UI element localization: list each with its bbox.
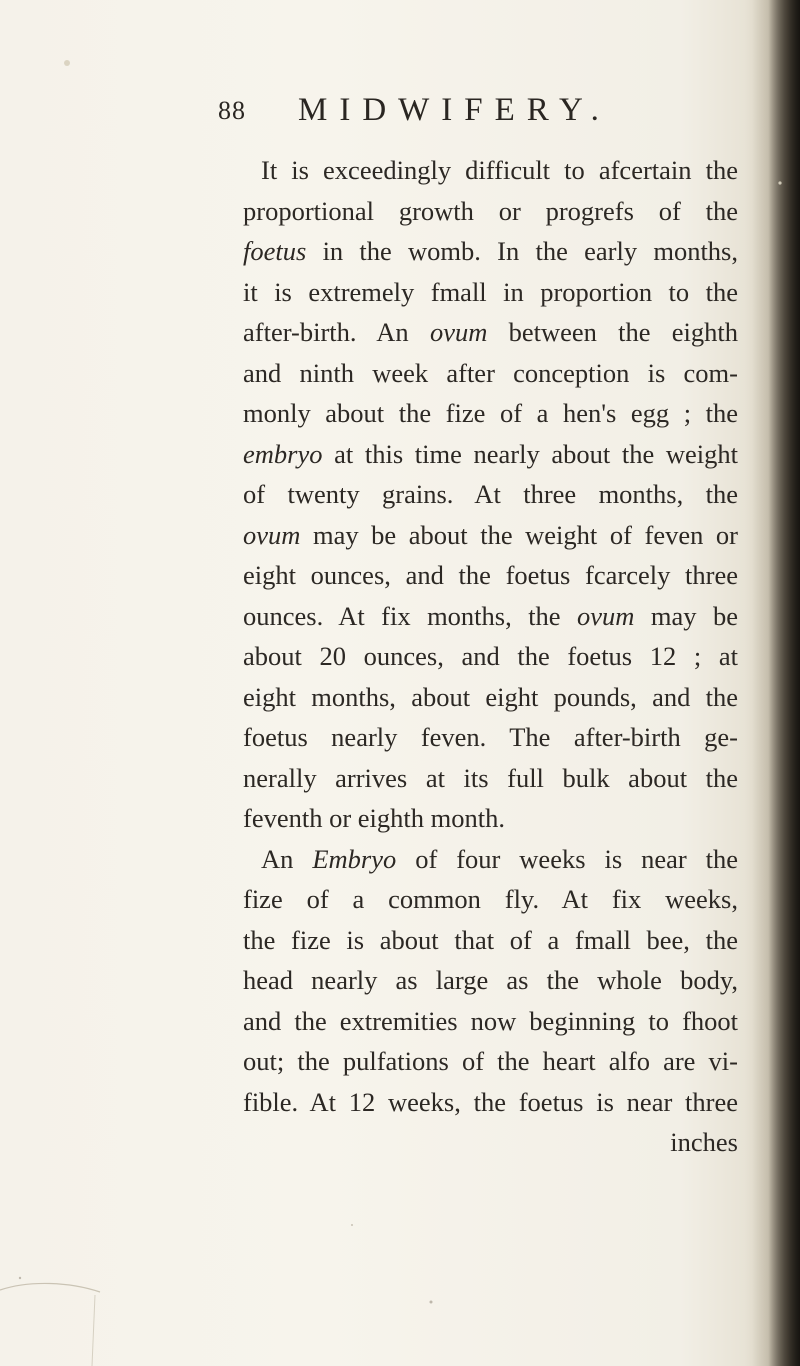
text-line: the fize is about that of a fmall bee, the xyxy=(243,924,738,955)
text-line: head nearly as large as the whole body, xyxy=(243,965,738,995)
text-fragment: in the womb. In the early months, xyxy=(306,236,738,266)
text-line: it is extremely fmall in proportion to the xyxy=(243,276,738,307)
running-title: MIDWIFERY. xyxy=(298,92,611,128)
text-fragment: may be xyxy=(634,600,738,631)
text-line: of twenty grains. At three months, the xyxy=(243,479,738,509)
text-line: monly about the fize of a hen's egg ; the xyxy=(243,398,738,428)
text-line: foetus nearly feven. The after-birth ge- xyxy=(243,722,738,752)
text-line xyxy=(243,434,738,475)
text-fragment: between the eighth xyxy=(487,317,738,347)
text-line xyxy=(243,231,738,272)
text-fragment: ounces. At fix months, the xyxy=(243,600,578,631)
italic-term: ovum xyxy=(577,600,635,631)
body-text xyxy=(243,150,738,1163)
text-line xyxy=(243,596,738,637)
italic-term: embryo xyxy=(243,438,323,469)
text-line: eight months, about eight pounds, and the xyxy=(243,681,738,712)
text-line: eight ounces, and the foetus fcarcely three xyxy=(243,560,738,590)
text-fragment: An xyxy=(261,843,313,874)
text-line: nerally arrives at its full bulk about the xyxy=(243,762,738,793)
catchword: inches xyxy=(670,1127,738,1157)
text-fragment: at this time nearly about the weight xyxy=(322,438,738,469)
text-line: and ninth week after conception is com- xyxy=(243,357,738,388)
text-fragment: of four weeks is near the xyxy=(396,843,738,874)
text-fragment: after-birth. An xyxy=(243,317,430,347)
page-gutter-shadow xyxy=(752,0,800,1366)
text-line: It is exceedingly difficult to afcertain the xyxy=(261,155,738,185)
text-line: and the extremities now beginning to fhoot xyxy=(243,1005,738,1036)
italic-term: ovum xyxy=(429,317,488,347)
text-line xyxy=(243,839,738,880)
text-line: proportional growth or progrefs of the xyxy=(243,195,738,226)
italic-term: Embryo xyxy=(312,843,397,874)
italic-term: ovum xyxy=(243,519,301,550)
text-fragment: may be about the weight of feven or xyxy=(300,519,738,550)
text-line: about 20 ounces, and the foetus 12 ; at xyxy=(243,641,738,671)
text-line xyxy=(243,312,738,353)
text-line: fible. At 12 weeks, the foetus is near three xyxy=(243,1086,738,1117)
text-line: fize of a common fly. At fix weeks, xyxy=(243,884,738,914)
page-number: 88 xyxy=(218,96,246,125)
text-line: out; the pulfations of the heart alfo are vi- xyxy=(243,1046,738,1076)
text-line xyxy=(243,515,738,556)
text-line: feventh or eighth month. xyxy=(243,803,505,833)
italic-term: foetus xyxy=(243,236,307,266)
